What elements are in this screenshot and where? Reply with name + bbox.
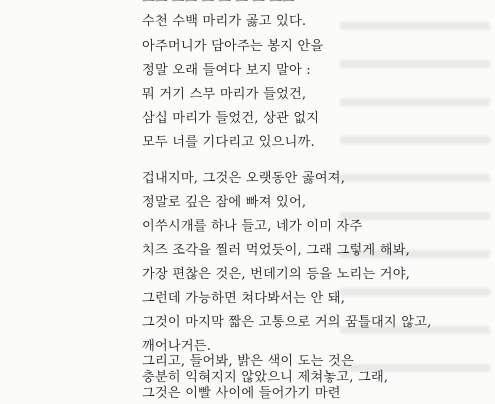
poem-line: 깨어나거든. [142, 339, 212, 354]
poem-line: 그런데 가능하면 쳐다봐서는 안 돼, [142, 291, 346, 306]
poem-line: 치즈 조각을 찔러 먹었듯이, 그래 그렇게 해봐, [142, 243, 411, 258]
poem-line: 뭐 거기 스무 마리가 들었건, [142, 87, 307, 102]
poem-line: 겁내지마, 그것은 오랫동안 곯여져, [142, 171, 346, 186]
poem-line: 그것이 마지막 짧은 고통으로 거의 꿈틀대지 않고, [142, 315, 432, 330]
cut-off-top-line: ㅡㅡ ㅡㅡ ㅡ ㅡ ㅡ ㅡ ㅡㅡ [142, 0, 295, 10]
poem-line: 충분히 익혀지지 않았으니 제쳐놓고, 그래, [142, 370, 389, 385]
poem-line: 그리고, 들어봐, 밝은 색이 도는 것은 [142, 354, 354, 369]
poem-line: 정말로 깊은 잠에 빠져 있어, [142, 195, 307, 210]
poem-line: 그것은 이빨 사이에 들어가기 마련 [142, 386, 341, 401]
poem-line: 가장 편찮은 것은, 번데기의 등을 노리는 거야, [142, 267, 411, 282]
poem-line: 이쑤시개를 하나 들고, 네가 이미 자주 [142, 219, 363, 234]
poem-line: 정말 오래 들여다 보지 말아 : [142, 63, 311, 78]
poem-line: 삼십 마리가 들었건, 상관 없지 [142, 111, 320, 126]
poem-line: 아주머니가 담아주는 봉지 안을 [142, 39, 324, 54]
poem-line: 모두 너를 기다리고 있으니까. [142, 135, 315, 150]
poem-line: 수천 수백 마리가 곯고 있다. [142, 14, 307, 29]
show-through-text [340, 0, 490, 400]
